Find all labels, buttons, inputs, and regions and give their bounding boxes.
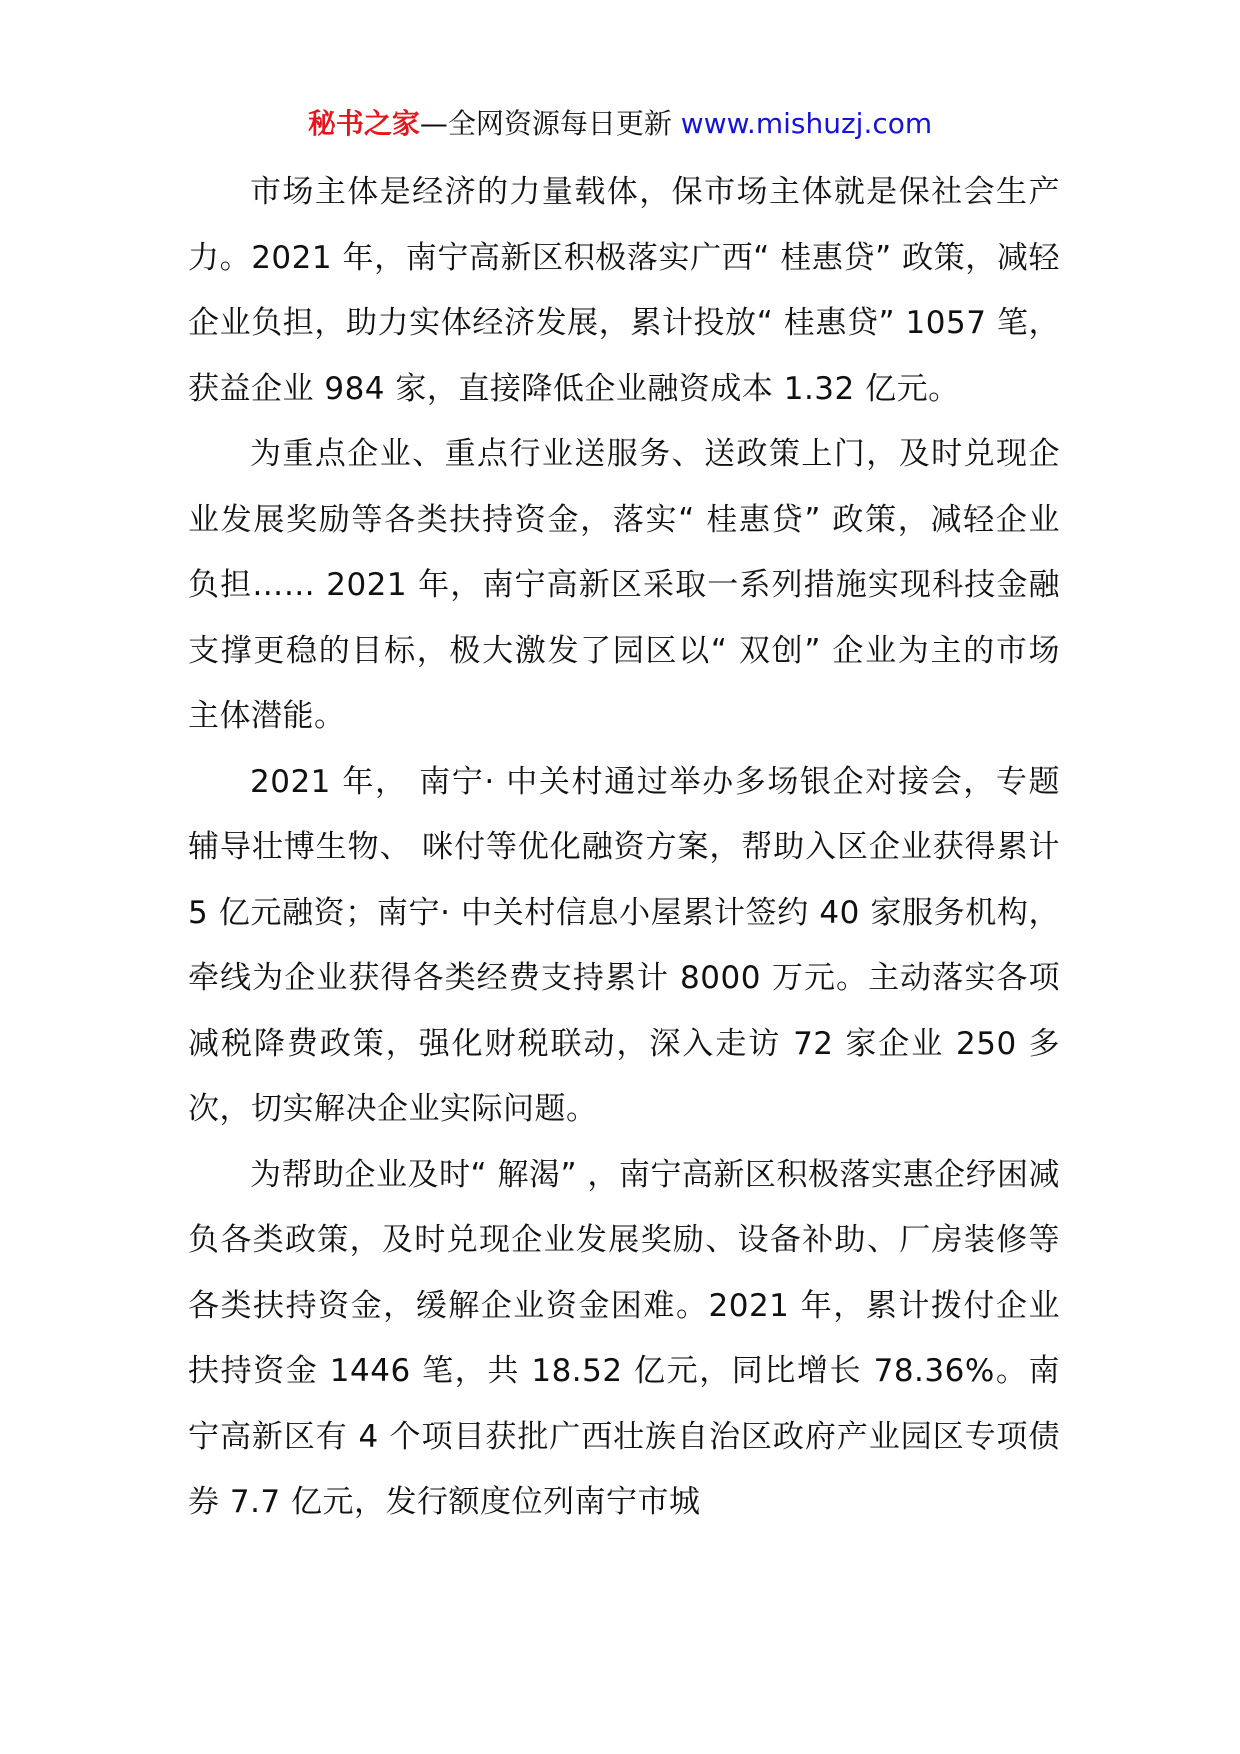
paragraph: 2021 年， 南宁· 中关村通过举办多场银企对接会，专题辅导壮博生物、 咪付等优化融资方案，帮助入区企业获得累计 5 亿元融资；南宁· 中关村信息小屋累计签约 40 家服务机构，牵线为企业获得各类经费支持累计 8000 万元。主动落实各项减税降费政策，强化财税联动，深入走访 72 家企业 250 多次，切实解决企业实际问题。 xyxy=(188,763,1060,1127)
site-link[interactable]: www.mishuzj.com xyxy=(680,107,933,140)
paragraph: 为帮助企业及时“ 解渴” ，南宁高新区积极落实惠企纾困减负各类政策，及时兑现企业发展奖励、设备补助、厂房装修等各类扶持资金，缓解企业资金困难。2021 年，累计拨付企业扶持资金 1446 笔，共 18.52 亿元，同比增长 78.36%。南宁高新区有 4 个项目获批广西壮族自治区政府产业园区专项债券 7.7 亿元，发行额度位列南宁市城 xyxy=(188,1156,1060,1520)
paragraph: 为重点企业、重点行业送服务、送政策上门，及时兑现企业发展奖励等各类扶持资金，落实“ 桂惠贷” 政策，减轻企业负担…… 2021 年，南宁高新区采取一系列措施实现科技金融支撑更稳的目标，极大激发了园区以“ 双创” 企业为主的市场主体潜能。 xyxy=(188,436,1060,734)
brand-name: 秘书之家 xyxy=(307,107,420,140)
paragraph: 市场主体是经济的力量载体，保市场主体就是保社会生产力。2021 年，南宁高新区积极落实广西“ 桂惠贷” 政策，减轻企业负担，助力实体经济发展，累计投放“ 桂惠贷” 1057 笔，获益企业 984 家，直接降低企业融资成本 1.32 亿元。 xyxy=(188,174,1060,407)
article-body xyxy=(188,160,1060,1536)
header-tagline: —全网资源每日更新 xyxy=(419,107,672,140)
page-header xyxy=(0,102,1240,146)
